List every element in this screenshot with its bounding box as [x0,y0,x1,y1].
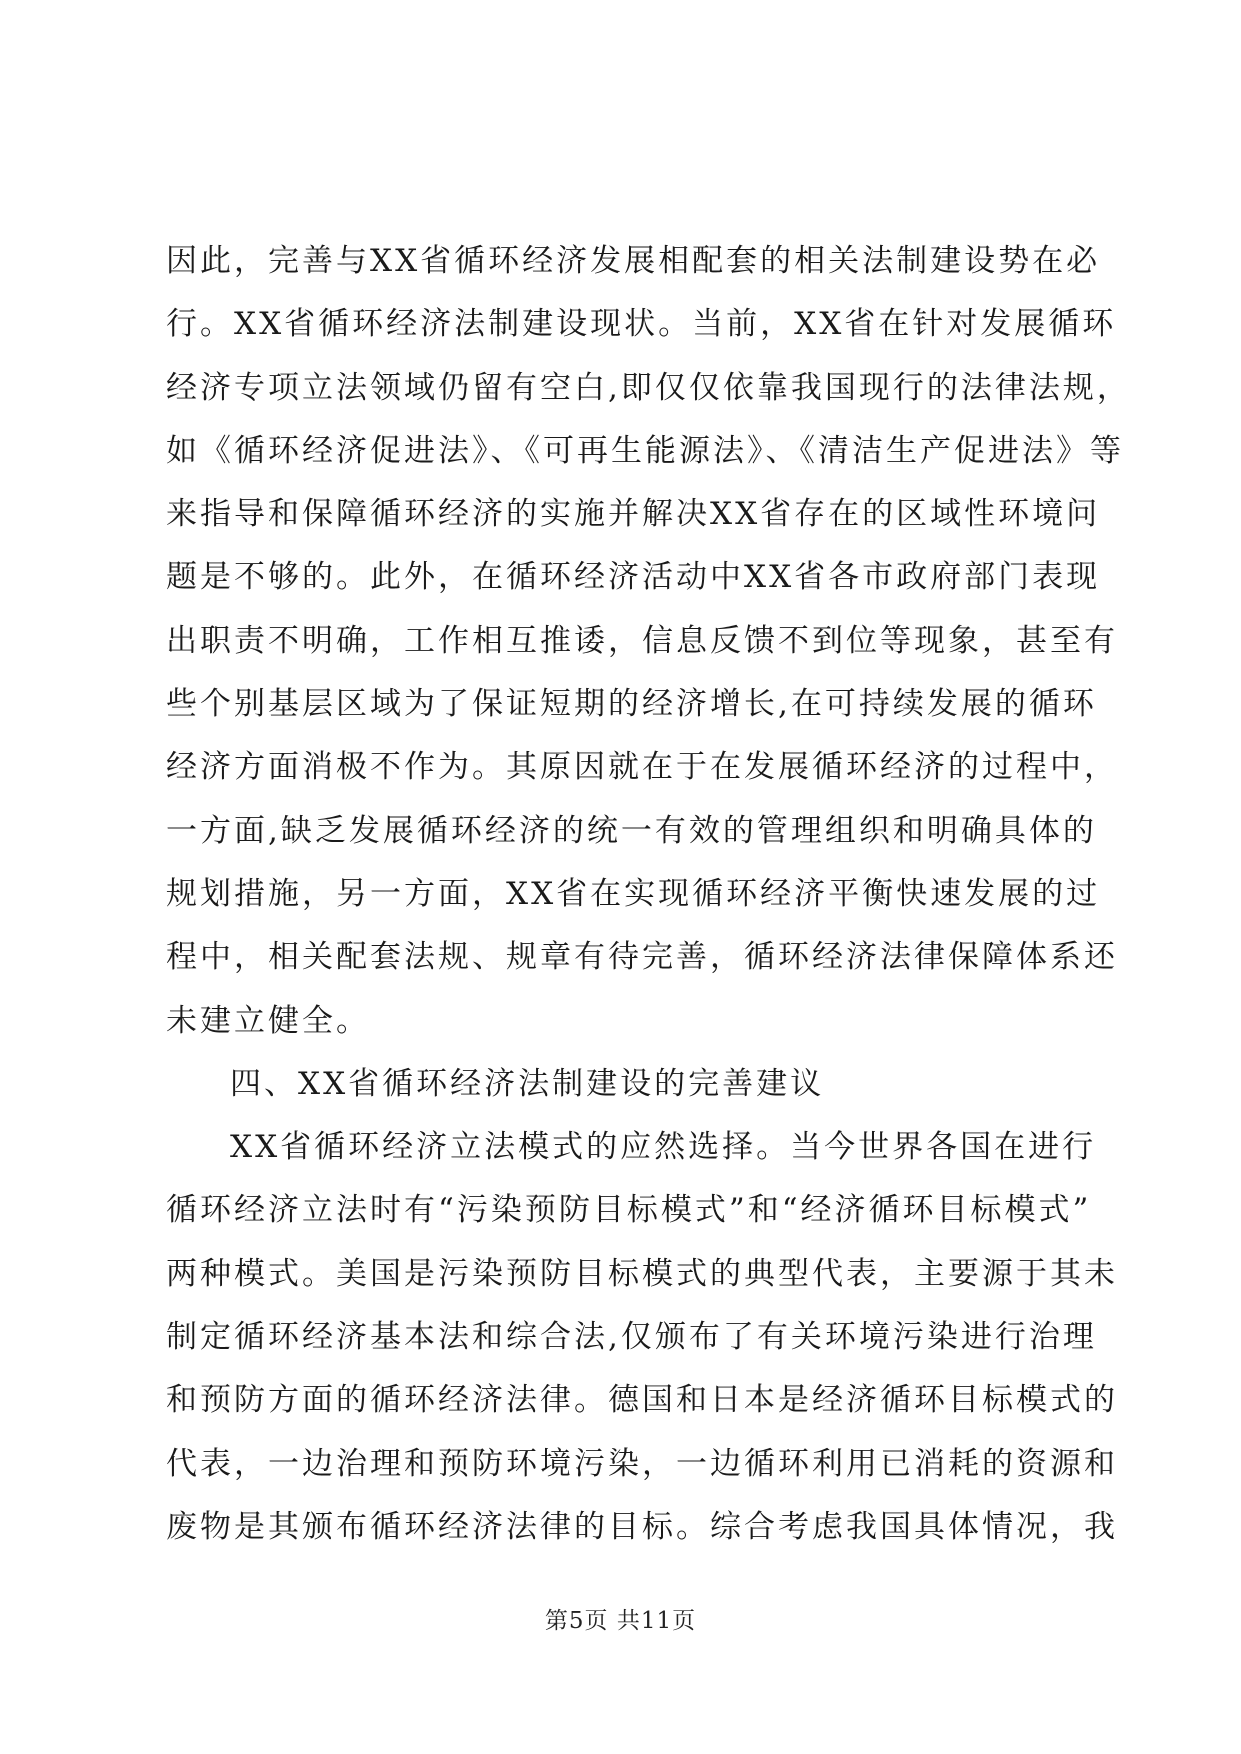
text-line: 些个别基层区域为了保证短期的经济增长,在可持续发展的循环 [166,686,1097,723]
text-line: 经济方面消极不作为。其原因就在于在发展循环经济的过程中， [166,749,1118,786]
page-number-footer: 第5页 共11页 [544,1608,697,1634]
text-line: 如《循环经济促进法》、《可再生能源法》、《清洁生产促进法》等 [166,432,1124,469]
text-line: 经济专项立法领域仍留有空白,即仅仅依靠我国现行的法律法规， [166,369,1131,406]
text-line: 未建立健全。 [166,1002,370,1039]
text-line: 规划措施，另一方面，XX省在实现循环经济平衡快速发展的过 [166,875,1101,912]
section-heading: 四、XX省循环经济法制建设的完善建议 [230,1065,825,1102]
text-line: 出职责不明确，工作相互推诿，信息反馈不到位等现象，甚至有 [166,622,1118,659]
text-line: 行。XX省循环经济法制建设现状。当前，XX省在针对发展循环 [166,306,1117,343]
text-line: XX省循环经济立法模式的应然选择。当今世界各国在进行 [230,1129,1097,1166]
body-text [166,230,1131,1559]
text-line: 代表，一边治理和预防环境污染，一边循环利用已消耗的资源和 [166,1445,1118,1482]
text-line: 废物是其颁布循环经济法律的目标。综合考虑我国具体情况，我 [166,1508,1118,1545]
text-line: 和预防方面的循环经济法律。德国和日本是经济循环目标模式的 [166,1382,1118,1419]
text-line: 题是不够的。此外，在循环经济活动中XX省各市政府部门表现 [166,559,1101,596]
text-line: 程中，相关配套法规、规章有待完善，循环经济法律保障体系还 [166,939,1118,976]
text-line: 因此，完善与XX省循环经济发展相配套的相关法制建设势在必 [166,243,1101,279]
text-line: 两种模式。美国是污染预防目标模式的典型代表，主要源于其未 [166,1255,1118,1292]
text-line: 制定循环经济基本法和综合法,仅颁布了有关环境污染进行治理 [166,1319,1097,1356]
text-line: 一方面,缺乏发展循环经济的统一有效的管理组织和明确具体的 [166,812,1097,849]
text-line: 来指导和保障循环经济的实施并解决XX省存在的区域性环境问 [166,496,1101,533]
text-line: 循环经济立法时有“污染预防目标模式”和“经济循环目标模式” [166,1192,1092,1229]
